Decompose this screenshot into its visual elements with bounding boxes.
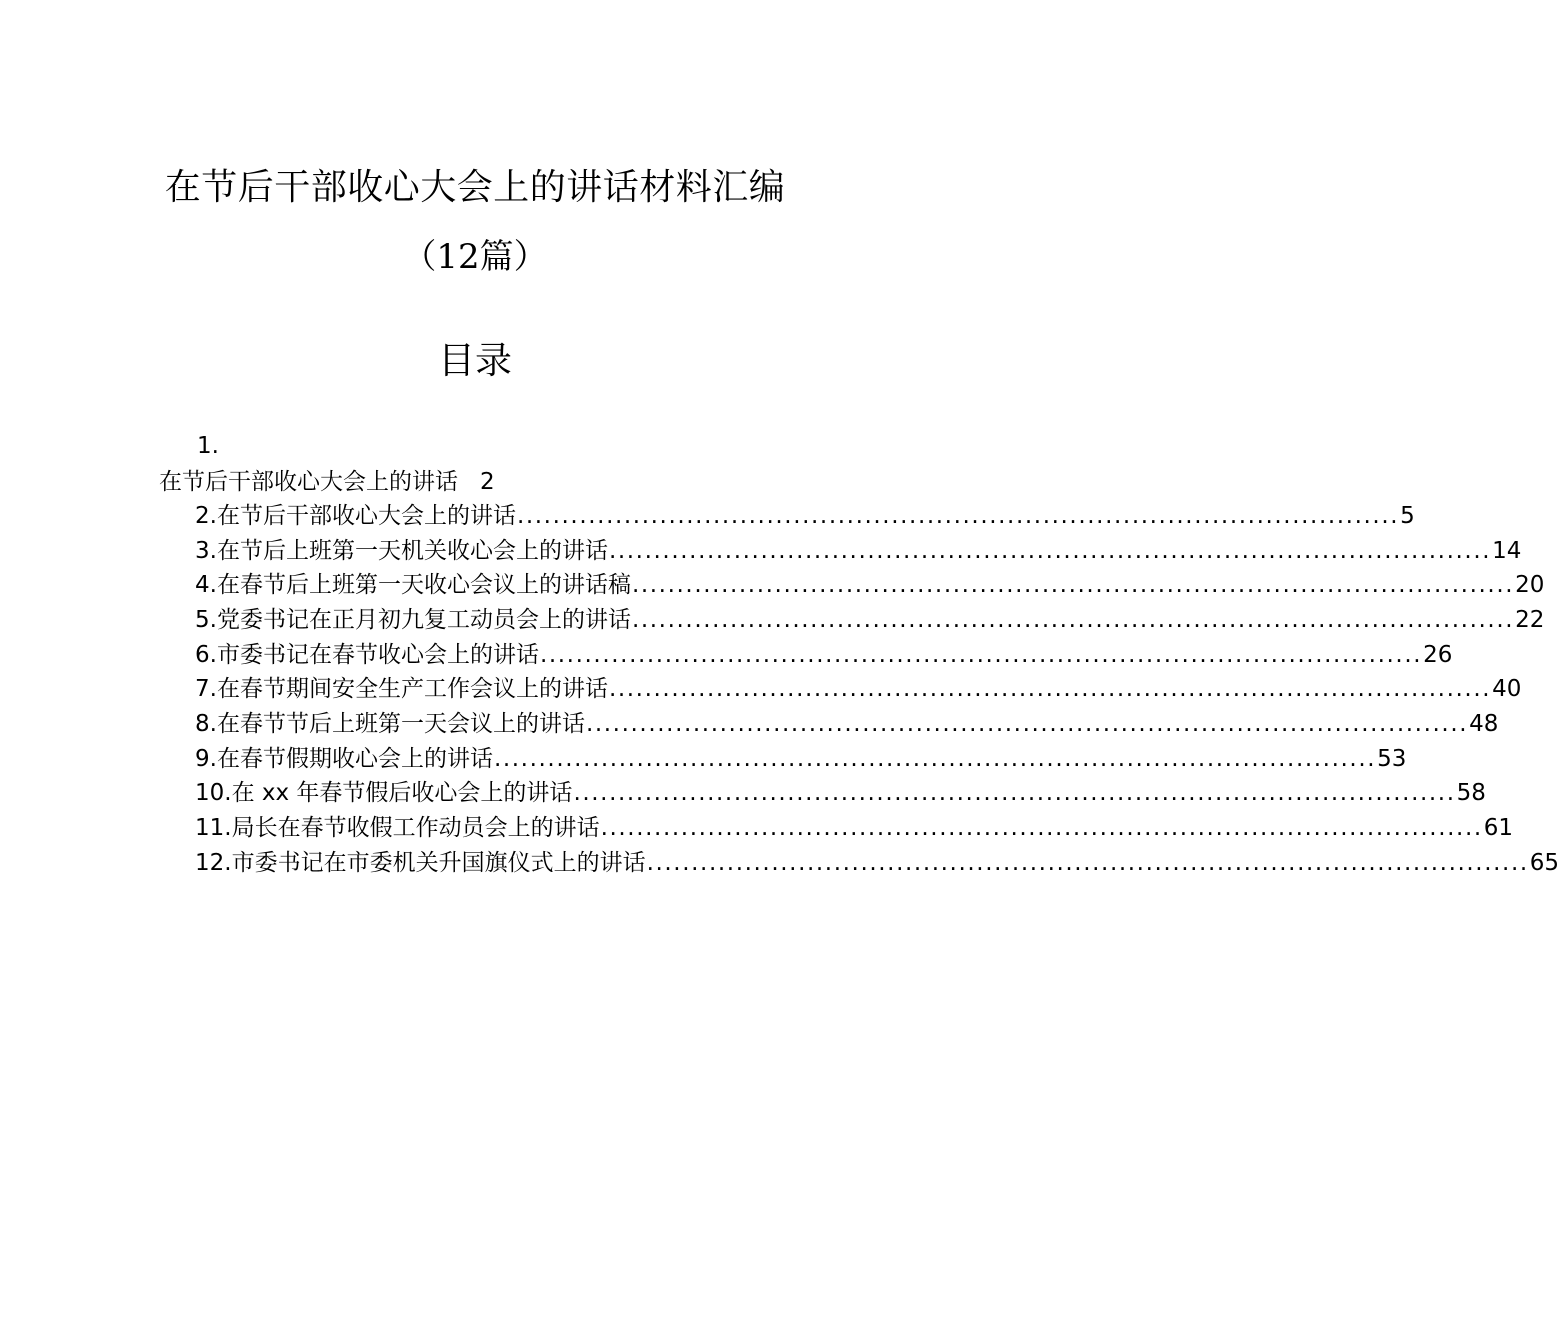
toc-list [195, 499, 1559, 881]
toc-dot-leader: ................................................................................................... [646, 849, 1529, 876]
toc-entry-title: 8.在春节节后上班第一天会议上的讲话 [195, 711, 585, 738]
toc-entry-1-number: 1. [197, 433, 219, 459]
toc-entry[interactable] [195, 534, 1522, 569]
toc-dot-leader: ................................................................................................... [573, 780, 1456, 807]
toc-entry-page: 14 [1492, 537, 1522, 564]
toc-entry-title: 3.在节后上班第一天机关收心会上的讲话 [195, 537, 608, 564]
toc-entry-title: 12.市委书记在市委机关升国旗仪式上的讲话 [195, 849, 646, 876]
toc-entry-page: 58 [1456, 780, 1486, 807]
toc-entry-title: 10.在 xx 年春节假后收心会上的讲话 [195, 780, 573, 807]
toc-dot-leader: ................................................................................................... [631, 607, 1515, 634]
toc-dot-leader: ................................................................................................... [585, 711, 1469, 738]
toc-entry-title: 6.市委书记在春节收心会上的讲话 [195, 641, 539, 668]
toc-entry[interactable] [195, 777, 1486, 812]
toc-entry-title: 7.在春节期间安全生产工作会议上的讲话 [195, 676, 608, 703]
toc-entry-title: 4.在春节后上班第一天收心会议上的讲话稿 [195, 572, 631, 599]
toc-dot-leader: ................................................................................................... [600, 815, 1483, 842]
subtitle-open: （ [402, 237, 437, 277]
document-title: 在节后干部收心大会上的讲话材料汇编 [164, 167, 786, 208]
toc-entry[interactable] [195, 603, 1545, 638]
toc-entry[interactable] [195, 568, 1545, 603]
toc-entry-title: 9.在春节假期收心会上的讲话 [195, 745, 493, 772]
toc-entry-1[interactable] [159, 464, 495, 500]
toc-dot-leader: ................................................................................................... [608, 537, 1492, 564]
toc-entry[interactable] [195, 811, 1514, 846]
toc-entry-page: 40 [1492, 676, 1522, 703]
toc-dot-leader: ................................................................................................... [516, 502, 1400, 529]
toc-heading: 目录 [438, 339, 512, 382]
toc-entry-page: 48 [1469, 711, 1499, 738]
toc-entry[interactable] [195, 742, 1407, 777]
toc-entry[interactable] [195, 846, 1559, 881]
toc-dot-leader: ................................................................................................... [493, 745, 1377, 772]
subtitle-close: 篇） [479, 237, 548, 277]
toc-entry-1-page: 2 [480, 469, 495, 495]
toc-dot-leader: ................................................................................................... [608, 676, 1492, 703]
toc-entry-1-title: 在节后干部收心大会上的讲话 [159, 469, 458, 495]
toc-entry-title: 5.党委书记在正月初九复工动员会上的讲话 [195, 607, 631, 634]
toc-entry-page: 53 [1377, 745, 1407, 772]
document-subtitle [0, 234, 950, 280]
toc-entry[interactable] [195, 638, 1453, 673]
toc-dot-leader: ................................................................................................... [631, 572, 1515, 599]
toc-entry[interactable] [195, 672, 1522, 707]
toc-entry[interactable] [195, 499, 1415, 534]
toc-entry-page: 5 [1400, 502, 1415, 529]
subtitle-count: 12 [436, 237, 480, 277]
toc-entry-title: 11.局长在春节收假工作动员会上的讲话 [195, 815, 600, 842]
toc-entry-title: 2.在节后干部收心大会上的讲话 [195, 502, 516, 529]
toc-entry-page: 22 [1515, 607, 1545, 634]
toc-entry-page: 65 [1529, 849, 1559, 876]
toc-entry[interactable] [195, 707, 1499, 742]
toc-entry-page: 61 [1483, 815, 1514, 842]
toc-dot-leader: ................................................................................................... [539, 641, 1423, 668]
toc-entry-page: 20 [1515, 572, 1545, 599]
toc-entry-page: 26 [1423, 641, 1453, 668]
